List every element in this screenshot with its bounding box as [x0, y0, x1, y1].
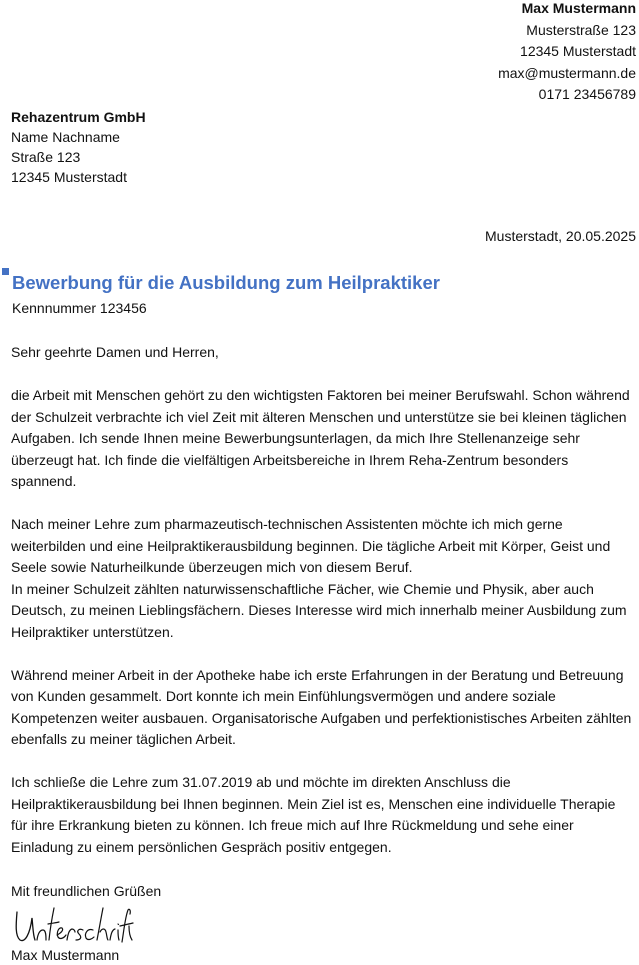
sender-street: Musterstraße 123	[526, 21, 636, 38]
sender-email: max@mustermann.de	[498, 64, 636, 81]
closing-phrase: Mit freundlichen Grüßen	[11, 883, 162, 899]
body-paragraph: Ich schließe die Lehre zum 31.07.2019 ab und möchte im direkten Anschluss die Heilpraktikerausbildung bei Ihnen beginnen. Mein Ziel ist es, Menschen eine individuelle Therapie für ihre Erkrankung bieten zu können. Ich freue mich auf Ihre Rückmeldung und sehe einer Einladung zu einem persönlichen Gespräch positiv entgegen.	[11, 774, 616, 855]
sender-city: 12345 Musterstadt	[520, 43, 636, 59]
recipient-address-block	[11, 107, 146, 187]
letter-subject: Bewerbung für die Ausbildung zum Heilpraktiker	[12, 272, 440, 293]
recipient-city: 12345 Musterstadt	[11, 169, 127, 185]
body-paragraph: Nach meiner Lehre zum pharmazeutisch-technischen Assistenten möchte ich mich gerne weiterbilden und eine Heilpraktikerausbildung beginnen. Die tägliche Arbeit mit Körper, Geist und Seele sowie Naturheilkunde überzeugen mich von diesem Beruf.	[11, 516, 611, 575]
sender-address-block	[336, 0, 636, 106]
reference-number: Kennnummer 123456	[12, 300, 147, 316]
recipient-company: Rehazentrum GmbH	[11, 109, 146, 125]
signature-name: Max Mustermann	[11, 947, 120, 963]
handwritten-signature	[11, 902, 135, 948]
body-paragraph: In meiner Schulzeit zählten naturwissenschaftliche Fächer, wie Chemie und Physik, aber auch Deutsch, zu meinen Lieblingsfächern. Dieses Interesse wird mich innerhalb meiner Ausbildung zum Heilpraktiker unterstützen.	[11, 580, 627, 640]
letter-date: Musterstadt, 20.05.2025	[485, 228, 636, 244]
salutation: Sehr geehrte Damen und Herren,	[11, 344, 219, 360]
body-paragraph: Während meiner Arbeit in der Apotheke habe ich erste Erfahrungen in der Beratung und Betreuung von Kunden gesammelt. Dort konnte ich mein Einfühlungsvermögen und andere soziale Kompetenzen weiter ausbauen. Organisatorische Aufgaben und perfektionistisches Arbeiten zählten ebenfalls zu meiner täglichen Arbeit.	[11, 666, 632, 747]
recipient-contact: Name Nachname	[11, 129, 120, 145]
sender-phone: 0171 23456789	[538, 86, 636, 102]
heading-anchor-marker	[2, 268, 9, 275]
body-paragraph: die Arbeit mit Menschen gehört zu den wichtigsten Faktoren bei meiner Berufswahl. Schon während der Schulzeit verbrachte ich viel Zeit mit älteren Menschen und unterstütze sie bei kleinen täglichen Aufgaben. Ich sende Ihnen meine Bewerbungsunterlagen, da mich Ihre Stellenanzeige sehr überzeugt hat. Ich finde die vielfältigen Arbeitsbereiche in Ihrem Reha-Zentrum besonders spannend.	[11, 387, 630, 489]
recipient-street: Straße 123	[11, 149, 81, 165]
sender-name: Max Mustermann	[521, 0, 636, 16]
letter-body	[11, 342, 633, 880]
